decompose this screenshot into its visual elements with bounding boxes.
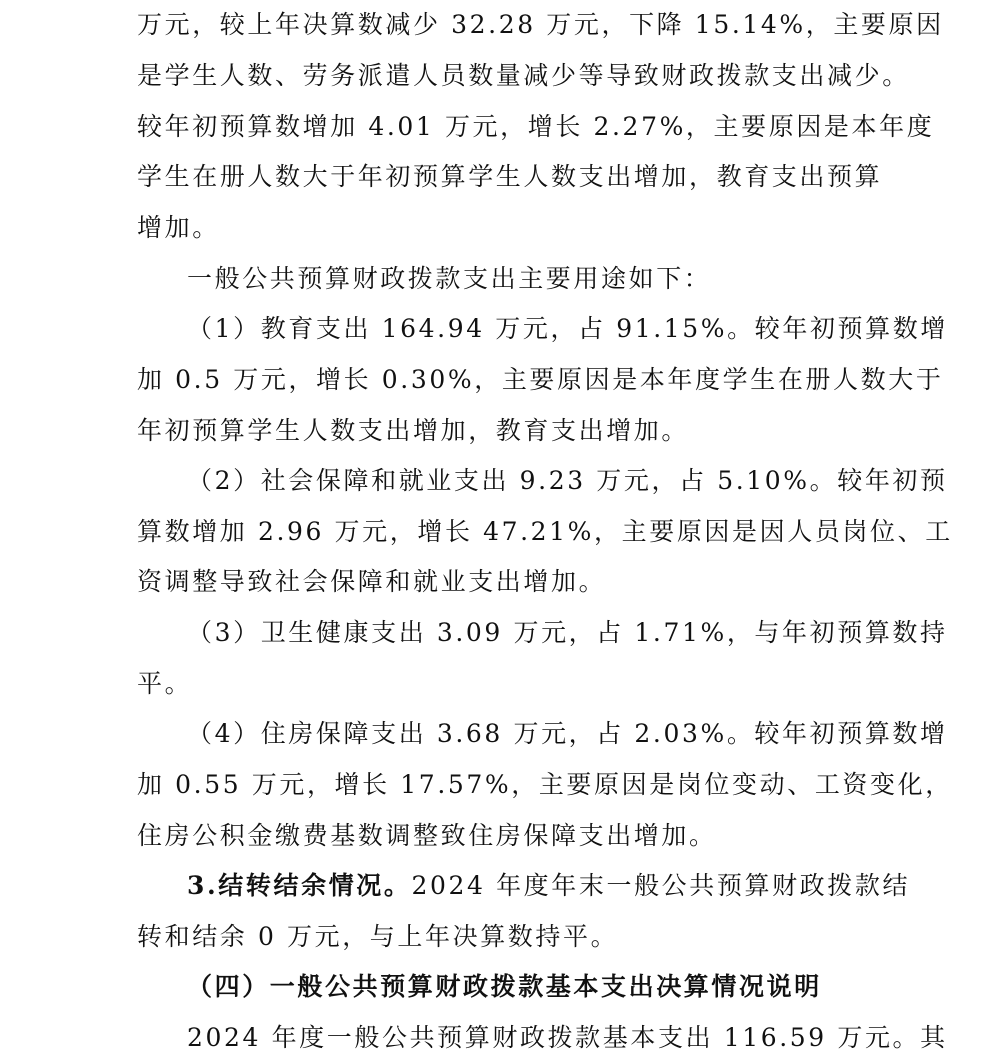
item-4-line-1: （4）住房保障支出 3.68 万元，占 2.03%。较年初预算数增 [187,719,948,748]
item-2-line-1: （2）社会保障和就业支出 9.23 万元，占 5.10%。较年初预 [187,466,948,495]
section-4-text: 2024 年度一般公共预算财政拨款基本支出 116.59 万元。其 [187,1023,948,1052]
section-3-heading: 3.结转结余情况。 [187,871,412,900]
item-1-line-3: 年初预算学生人数支出增加，教育支出增加。 [137,416,690,445]
text-line-3: 较年初预算数增加 4.01 万元，增长 2.27%，主要原因是本年度 [137,112,935,141]
section-4-heading: （四）一般公共预算财政拨款基本支出决算情况说明 [187,972,822,1001]
item-2-line-2: 算数增加 2.96 万元，增长 47.21%，主要原因是因人员岗位、工 [137,517,953,546]
text-line-2: 是学生人数、劳务派遣人员数量减少等导致财政拨款支出减少。 [137,61,910,90]
section-3-text: 2024 年度年末一般公共预算财政拨款结 [411,871,911,900]
text-line-4: 学生在册人数大于年初预算学生人数支出增加，教育支出预算 [137,162,883,191]
item-3-line-2: 平。 [137,669,193,698]
text-line-1: 万元，较上年决算数减少 32.28 万元，下降 15.14%，主要原因 [137,10,944,39]
item-4-line-2: 加 0.55 万元，增长 17.57%，主要原因是岗位变动、工资变化， [137,770,953,799]
item-3-line-1: （3）卫生健康支出 3.09 万元，占 1.71%，与年初预算数持 [187,618,948,647]
item-4-line-3: 住房公积金缴费基数调整致住房保障支出增加。 [137,821,717,850]
item-1-line-2: 加 0.5 万元，增长 0.30%，主要原因是本年度学生在册人数大于 [137,365,944,394]
item-2-line-3: 资调整导致社会保障和就业支出增加。 [137,567,607,596]
paragraph-usage-intro: 一般公共预算财政拨款支出主要用途如下： [187,264,712,293]
text-line-5: 增加。 [137,213,220,242]
section-3-continuation: 转和结余 0 万元，与上年决算数持平。 [137,922,619,951]
item-1-line-1: （1）教育支出 164.94 万元，占 91.15%。较年初预算数增 [187,314,948,343]
section-3-paragraph [187,871,910,901]
